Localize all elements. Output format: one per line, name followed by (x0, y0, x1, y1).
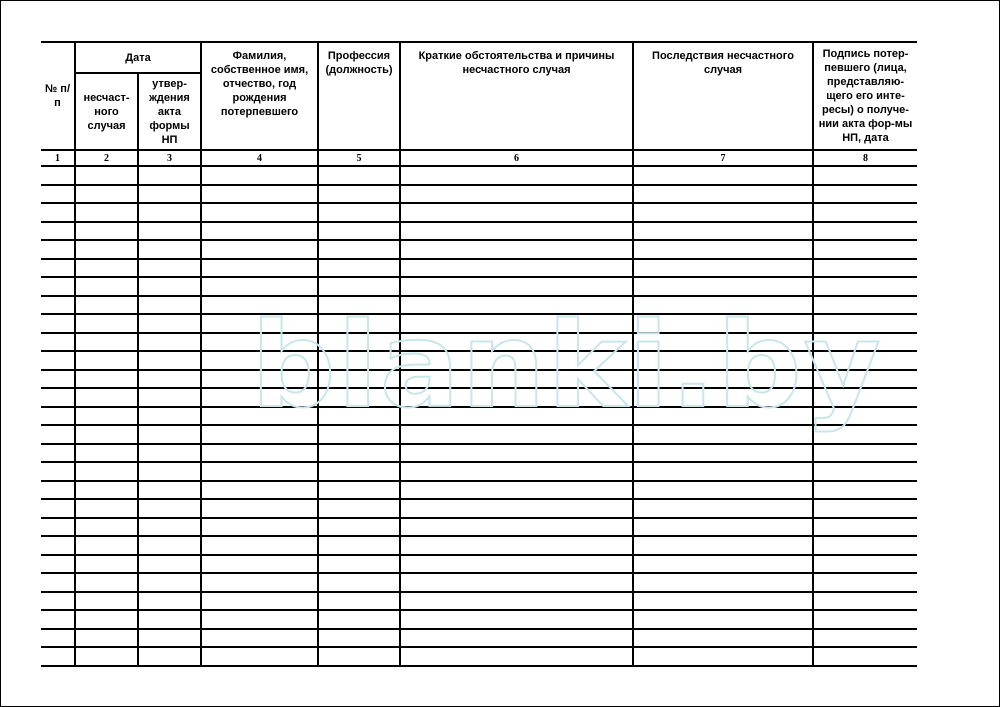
table-row (41, 629, 917, 648)
table-cell[interactable] (813, 314, 917, 333)
table-cell[interactable] (633, 592, 813, 611)
table-cell[interactable] (813, 555, 917, 574)
table-cell[interactable] (400, 573, 633, 592)
table-cell[interactable] (813, 481, 917, 500)
table-cell[interactable] (633, 425, 813, 444)
table-cell[interactable] (138, 407, 201, 426)
table-cell[interactable] (400, 536, 633, 555)
table-cell[interactable] (318, 462, 400, 481)
table-cell[interactable] (400, 240, 633, 259)
table-cell[interactable] (318, 573, 400, 592)
column-number-8: 8 (813, 150, 917, 166)
table-row (41, 573, 917, 592)
table-cell[interactable] (41, 629, 75, 648)
table-cell[interactable] (41, 555, 75, 574)
table-cell[interactable] (318, 610, 400, 629)
table-cell[interactable] (813, 518, 917, 537)
table-cell[interactable] (400, 351, 633, 370)
table-cell[interactable] (201, 444, 318, 463)
table-cell[interactable] (813, 629, 917, 648)
table-cell[interactable] (201, 351, 318, 370)
table-cell[interactable] (75, 555, 138, 574)
table-cell[interactable] (633, 333, 813, 352)
table-cell[interactable] (138, 185, 201, 204)
table-cell[interactable] (400, 222, 633, 241)
table-cell[interactable] (400, 610, 633, 629)
table-cell[interactable] (41, 333, 75, 352)
table-cell[interactable] (318, 222, 400, 241)
table-row (41, 259, 917, 278)
table-cell[interactable] (138, 351, 201, 370)
table-cell[interactable] (138, 518, 201, 537)
table-row (41, 333, 917, 352)
table-cell[interactable] (138, 555, 201, 574)
table-cell[interactable] (400, 185, 633, 204)
table-cell[interactable] (201, 481, 318, 500)
table-cell[interactable] (318, 499, 400, 518)
header-number: № п/п (41, 42, 75, 150)
table-cell[interactable] (41, 425, 75, 444)
table-cell[interactable] (400, 259, 633, 278)
table-cell[interactable] (633, 444, 813, 463)
table-cell[interactable] (813, 444, 917, 463)
table-cell[interactable] (75, 629, 138, 648)
table-cell[interactable] (75, 444, 138, 463)
table-row (41, 647, 917, 666)
table-cell[interactable] (318, 351, 400, 370)
table-cell[interactable] (138, 259, 201, 278)
table-cell[interactable] (41, 185, 75, 204)
table-cell[interactable] (633, 388, 813, 407)
table-cell[interactable] (318, 259, 400, 278)
table-cell[interactable] (201, 499, 318, 518)
watermark-text: blanki.by (251, 296, 883, 434)
table-cell[interactable] (41, 444, 75, 463)
table-cell[interactable] (318, 203, 400, 222)
table-cell[interactable] (813, 370, 917, 389)
table-cell[interactable] (75, 462, 138, 481)
table-cell[interactable] (138, 462, 201, 481)
table-cell[interactable] (75, 240, 138, 259)
table-cell[interactable] (633, 407, 813, 426)
table-cell[interactable] (41, 203, 75, 222)
table-cell[interactable] (138, 277, 201, 296)
table-row (41, 425, 917, 444)
column-number-2: 2 (75, 150, 138, 166)
table-cell[interactable] (813, 203, 917, 222)
table-cell[interactable] (813, 333, 917, 352)
table-cell[interactable] (318, 518, 400, 537)
table-cell[interactable] (138, 444, 201, 463)
table-cell[interactable] (41, 388, 75, 407)
table-cell[interactable] (201, 610, 318, 629)
table-cell[interactable] (813, 277, 917, 296)
column-number-7: 7 (633, 150, 813, 166)
table-row (41, 388, 917, 407)
table-cell[interactable] (41, 610, 75, 629)
table-cell[interactable] (400, 333, 633, 352)
table-cell[interactable] (41, 499, 75, 518)
table-cell[interactable] (138, 536, 201, 555)
table-cell[interactable] (201, 388, 318, 407)
table-row (41, 499, 917, 518)
table-cell[interactable] (633, 610, 813, 629)
table-cell[interactable] (138, 314, 201, 333)
table-cell[interactable] (201, 555, 318, 574)
table-row (41, 185, 917, 204)
table-cell[interactable] (813, 462, 917, 481)
table-cell[interactable] (813, 351, 917, 370)
table-cell[interactable] (41, 277, 75, 296)
table-cell[interactable] (41, 518, 75, 537)
header-date-group: Дата (75, 42, 201, 73)
table-cell[interactable] (201, 536, 318, 555)
table-cell[interactable] (41, 296, 75, 315)
table-cell[interactable] (813, 388, 917, 407)
journal-body (41, 150, 917, 666)
table-cell[interactable] (813, 185, 917, 204)
table-cell[interactable] (318, 333, 400, 352)
table-cell[interactable] (75, 333, 138, 352)
table-cell[interactable] (75, 259, 138, 278)
table-cell[interactable] (201, 277, 318, 296)
table-cell[interactable] (41, 407, 75, 426)
table-row (41, 555, 917, 574)
table-cell[interactable] (318, 277, 400, 296)
table-cell[interactable] (201, 629, 318, 648)
table-cell[interactable] (75, 388, 138, 407)
table-cell[interactable] (201, 462, 318, 481)
table-cell[interactable] (41, 314, 75, 333)
table-cell[interactable] (201, 240, 318, 259)
table-cell[interactable] (318, 629, 400, 648)
table-cell[interactable] (813, 240, 917, 259)
table-cell[interactable] (138, 166, 201, 185)
table-row (41, 222, 917, 241)
table-cell[interactable] (201, 185, 318, 204)
table-cell[interactable] (41, 592, 75, 611)
table-cell[interactable] (633, 647, 813, 666)
table-row (41, 444, 917, 463)
table-cell[interactable] (633, 259, 813, 278)
table-cell[interactable] (201, 259, 318, 278)
table-cell[interactable] (41, 462, 75, 481)
table-cell[interactable] (633, 314, 813, 333)
header-row-top (41, 42, 917, 73)
table-cell[interactable] (318, 296, 400, 315)
table-cell[interactable] (201, 333, 318, 352)
table-cell[interactable] (75, 425, 138, 444)
table-row (41, 462, 917, 481)
table-cell[interactable] (201, 296, 318, 315)
table-cell[interactable] (75, 536, 138, 555)
table-cell[interactable] (633, 296, 813, 315)
table-cell[interactable] (400, 555, 633, 574)
table-row (41, 351, 917, 370)
table-cell[interactable] (318, 444, 400, 463)
table-cell[interactable] (400, 444, 633, 463)
table-cell[interactable] (633, 351, 813, 370)
table-row (41, 370, 917, 389)
table-cell[interactable] (633, 240, 813, 259)
table-cell[interactable] (75, 592, 138, 611)
table-cell[interactable] (813, 573, 917, 592)
table-cell[interactable] (138, 499, 201, 518)
table-cell[interactable] (318, 240, 400, 259)
table-cell[interactable] (75, 296, 138, 315)
table-cell[interactable] (400, 407, 633, 426)
table-cell[interactable] (75, 351, 138, 370)
table-cell[interactable] (633, 370, 813, 389)
header-signature: Подпись потер-певшего (лица, представляю-щего его инте-ресы) о получе-нии акта фор-мы НП, дата (813, 42, 917, 150)
table-cell[interactable] (400, 388, 633, 407)
table-cell[interactable] (400, 462, 633, 481)
column-number-5: 5 (318, 150, 400, 166)
table-cell[interactable] (318, 536, 400, 555)
table-row (41, 518, 917, 537)
table-cell[interactable] (633, 629, 813, 648)
table-cell[interactable] (318, 555, 400, 574)
table-cell[interactable] (138, 481, 201, 500)
table-cell[interactable] (201, 166, 318, 185)
table-cell[interactable] (138, 592, 201, 611)
table-cell[interactable] (633, 166, 813, 185)
column-number-4: 4 (201, 150, 318, 166)
table-row (41, 592, 917, 611)
table-cell[interactable] (138, 222, 201, 241)
table-cell[interactable] (41, 573, 75, 592)
table-cell[interactable] (41, 259, 75, 278)
header-full-name: Фамилия, собственное имя, отчество, год рождения потерпевшего (201, 42, 318, 150)
column-number-3: 3 (138, 150, 201, 166)
table-cell[interactable] (318, 425, 400, 444)
table-cell[interactable] (813, 166, 917, 185)
table-cell[interactable] (201, 370, 318, 389)
table-cell[interactable] (75, 185, 138, 204)
table-cell[interactable] (41, 240, 75, 259)
table-cell[interactable] (400, 370, 633, 389)
table-cell[interactable] (318, 388, 400, 407)
table-cell[interactable] (813, 425, 917, 444)
table-row (41, 166, 917, 185)
header-circumstances: Краткие обстоятельства и причины несчастного случая (400, 42, 633, 150)
table-cell[interactable] (138, 425, 201, 444)
table-cell[interactable] (318, 647, 400, 666)
table-cell[interactable] (400, 592, 633, 611)
table-cell[interactable] (318, 407, 400, 426)
table-cell[interactable] (318, 185, 400, 204)
table-cell[interactable] (75, 573, 138, 592)
table-cell[interactable] (75, 647, 138, 666)
table-cell[interactable] (41, 370, 75, 389)
table-cell[interactable] (400, 277, 633, 296)
table-cell[interactable] (41, 222, 75, 241)
table-cell[interactable] (813, 296, 917, 315)
table-cell[interactable] (633, 536, 813, 555)
table-cell[interactable] (633, 277, 813, 296)
table-row (41, 296, 917, 315)
table-cell[interactable] (400, 296, 633, 315)
table-cell[interactable] (138, 370, 201, 389)
column-number-1: 1 (41, 150, 75, 166)
table-cell[interactable] (813, 407, 917, 426)
table-cell[interactable] (138, 203, 201, 222)
table-cell[interactable] (138, 333, 201, 352)
table-cell[interactable] (41, 481, 75, 500)
table-row (41, 610, 917, 629)
table-row (41, 481, 917, 500)
table-cell[interactable] (138, 296, 201, 315)
header-accident-date: несчаст-ного случая (75, 73, 138, 150)
table-cell[interactable] (633, 499, 813, 518)
table-cell[interactable] (633, 203, 813, 222)
table-cell[interactable] (400, 499, 633, 518)
header-consequences: Последствия несчастного случая (633, 42, 813, 150)
table-cell[interactable] (201, 203, 318, 222)
table-cell[interactable] (41, 351, 75, 370)
table-cell[interactable] (400, 629, 633, 648)
table-row (41, 277, 917, 296)
table-cell[interactable] (633, 555, 813, 574)
table-cell[interactable] (400, 166, 633, 185)
accident-journal-table (41, 41, 917, 667)
table-cell[interactable] (75, 610, 138, 629)
table-cell[interactable] (41, 536, 75, 555)
table-cell[interactable] (633, 518, 813, 537)
table-cell[interactable] (318, 166, 400, 185)
table-cell[interactable] (75, 277, 138, 296)
table-cell[interactable] (75, 222, 138, 241)
table-cell[interactable] (813, 259, 917, 278)
table-cell[interactable] (813, 592, 917, 611)
table-cell[interactable] (813, 647, 917, 666)
table-cell[interactable] (201, 425, 318, 444)
table-cell[interactable] (318, 370, 400, 389)
table-cell[interactable] (201, 407, 318, 426)
table-row (41, 203, 917, 222)
table-cell[interactable] (633, 462, 813, 481)
table-cell[interactable] (400, 314, 633, 333)
table-cell[interactable] (75, 314, 138, 333)
table-cell[interactable] (633, 481, 813, 500)
column-number-row (41, 150, 917, 166)
table-cell[interactable] (400, 481, 633, 500)
table-cell[interactable] (400, 425, 633, 444)
table-cell[interactable] (400, 647, 633, 666)
table-row (41, 314, 917, 333)
table-cell[interactable] (75, 499, 138, 518)
table-cell[interactable] (75, 166, 138, 185)
table-cell[interactable] (138, 573, 201, 592)
table-cell[interactable] (201, 222, 318, 241)
table-cell[interactable] (75, 370, 138, 389)
table-cell[interactable] (813, 610, 917, 629)
table-row (41, 240, 917, 259)
table-cell[interactable] (813, 222, 917, 241)
table-cell[interactable] (201, 314, 318, 333)
table-cell[interactable] (633, 222, 813, 241)
table-cell[interactable] (201, 592, 318, 611)
table-cell[interactable] (633, 573, 813, 592)
table-cell[interactable] (41, 647, 75, 666)
table-cell[interactable] (633, 185, 813, 204)
table-cell[interactable] (75, 518, 138, 537)
table-row (41, 536, 917, 555)
table-cell[interactable] (201, 573, 318, 592)
table-cell[interactable] (75, 481, 138, 500)
table-cell[interactable] (318, 314, 400, 333)
table-cell[interactable] (318, 592, 400, 611)
table-cell[interactable] (813, 536, 917, 555)
table-cell[interactable] (138, 240, 201, 259)
table-cell[interactable] (400, 518, 633, 537)
table-cell[interactable] (138, 647, 201, 666)
table-cell[interactable] (138, 388, 201, 407)
table-cell[interactable] (138, 610, 201, 629)
table-cell[interactable] (400, 203, 633, 222)
column-number-6: 6 (400, 150, 633, 166)
table-cell[interactable] (201, 518, 318, 537)
table-row (41, 407, 917, 426)
table-cell[interactable] (318, 481, 400, 500)
table-cell[interactable] (75, 407, 138, 426)
header-approval-date: утвер-ждения акта формы НП (138, 73, 201, 150)
table-cell[interactable] (813, 499, 917, 518)
table-cell[interactable] (138, 629, 201, 648)
header-profession: Профессия (должность) (318, 42, 400, 150)
table-cell[interactable] (75, 203, 138, 222)
table-cell[interactable] (201, 647, 318, 666)
table-cell[interactable] (41, 166, 75, 185)
